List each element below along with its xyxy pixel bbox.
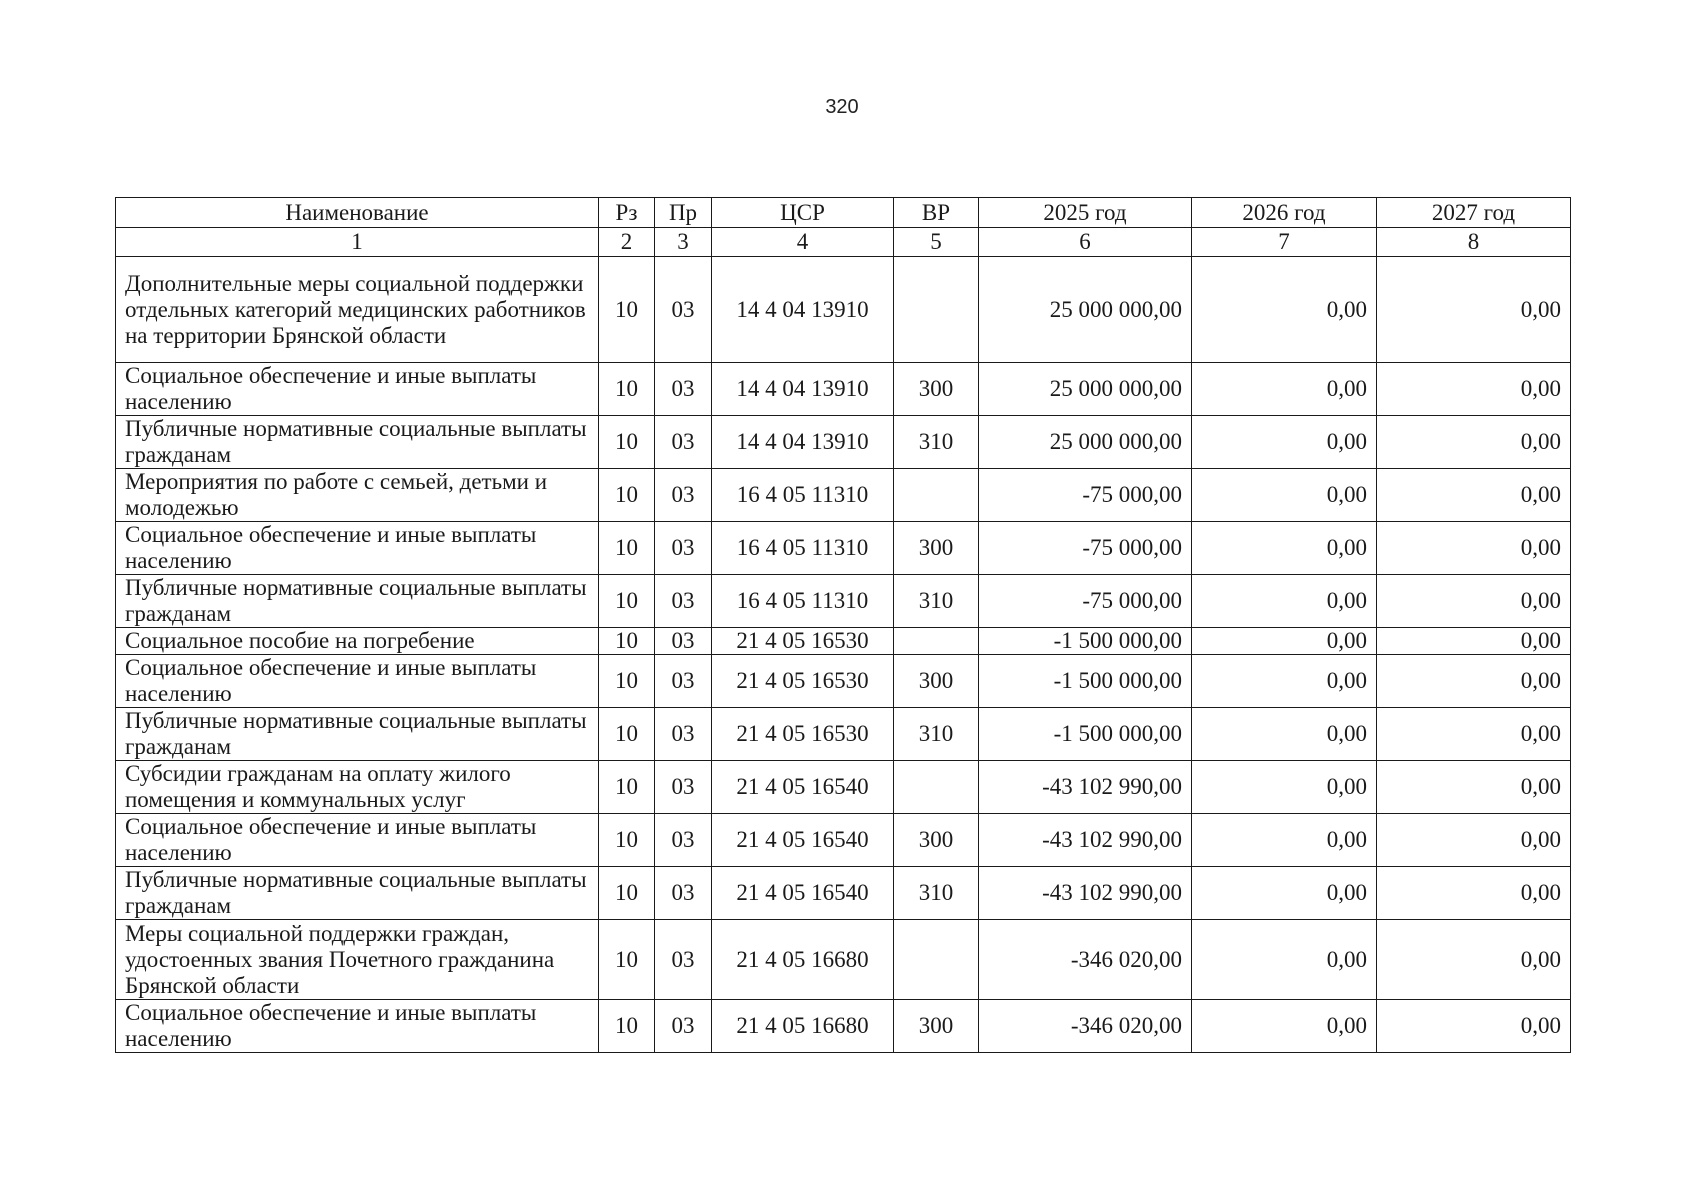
row-rz-cell: 10 <box>599 920 655 1000</box>
row-csr-cell: 16 4 05 11310 <box>712 469 894 522</box>
row-pr-cell: 03 <box>655 416 712 469</box>
row-name-cell: Публичные нормативные социальные выплаты гражданам <box>116 416 599 469</box>
header-csr: ЦСР <box>712 198 894 228</box>
row-rz-cell: 10 <box>599 469 655 522</box>
row-2025-cell: -43 102 990,00 <box>979 761 1192 814</box>
row-csr-cell: 16 4 05 11310 <box>712 522 894 575</box>
row-rz-cell: 10 <box>599 1000 655 1053</box>
row-pr-cell: 03 <box>655 761 712 814</box>
row-pr-cell: 03 <box>655 257 712 363</box>
budget-table <box>115 197 1571 1053</box>
table-row <box>116 814 1571 867</box>
row-pr-cell: 03 <box>655 469 712 522</box>
row-2026-cell: 0,00 <box>1192 920 1377 1000</box>
table-row <box>116 257 1571 363</box>
row-2025-cell: -346 020,00 <box>979 920 1192 1000</box>
table-row <box>116 469 1571 522</box>
row-pr-cell: 03 <box>655 575 712 628</box>
table-body <box>116 257 1571 1053</box>
table-row <box>116 416 1571 469</box>
row-pr-cell: 03 <box>655 1000 712 1053</box>
row-2027-cell: 0,00 <box>1377 469 1571 522</box>
header-name: Наименование <box>116 198 599 228</box>
row-vr-cell <box>894 761 979 814</box>
row-csr-cell: 16 4 05 11310 <box>712 575 894 628</box>
column-number: 1 <box>116 228 599 257</box>
row-rz-cell: 10 <box>599 575 655 628</box>
row-name-cell: Публичные нормативные социальные выплаты гражданам <box>116 867 599 920</box>
row-2027-cell: 0,00 <box>1377 416 1571 469</box>
row-2026-cell: 0,00 <box>1192 469 1377 522</box>
row-pr-cell: 03 <box>655 867 712 920</box>
row-2026-cell: 0,00 <box>1192 628 1377 655</box>
row-name-cell: Меры социальной поддержки граждан, удостоенных звания Почетного гражданина Брянской области <box>116 920 599 1000</box>
row-name-cell: Мероприятия по работе с семьей, детьми и молодежью <box>116 469 599 522</box>
row-rz-cell: 10 <box>599 363 655 416</box>
row-csr-cell: 21 4 05 16530 <box>712 655 894 708</box>
row-name-cell: Социальное обеспечение и иные выплаты населению <box>116 363 599 416</box>
row-2025-cell: 25 000 000,00 <box>979 257 1192 363</box>
page-number: 320 <box>825 96 859 118</box>
row-rz-cell: 10 <box>599 708 655 761</box>
row-rz-cell: 10 <box>599 867 655 920</box>
row-csr-cell: 21 4 05 16680 <box>712 920 894 1000</box>
row-vr-cell: 310 <box>894 575 979 628</box>
row-pr-cell: 03 <box>655 522 712 575</box>
header-2026: 2026 год <box>1192 198 1377 228</box>
row-2027-cell: 0,00 <box>1377 1000 1571 1053</box>
row-csr-cell: 21 4 05 16530 <box>712 628 894 655</box>
row-2026-cell: 0,00 <box>1192 761 1377 814</box>
row-2026-cell: 0,00 <box>1192 655 1377 708</box>
row-rz-cell: 10 <box>599 416 655 469</box>
row-name-cell: Социальное обеспечение и иные выплаты населению <box>116 814 599 867</box>
row-2027-cell: 0,00 <box>1377 867 1571 920</box>
table-header-row <box>116 198 1571 228</box>
column-number: 5 <box>894 228 979 257</box>
row-vr-cell: 310 <box>894 867 979 920</box>
row-vr-cell <box>894 257 979 363</box>
row-2025-cell: -43 102 990,00 <box>979 867 1192 920</box>
row-csr-cell: 21 4 05 16540 <box>712 761 894 814</box>
column-number: 4 <box>712 228 894 257</box>
row-vr-cell: 310 <box>894 416 979 469</box>
row-2026-cell: 0,00 <box>1192 416 1377 469</box>
row-vr-cell <box>894 469 979 522</box>
row-2026-cell: 0,00 <box>1192 1000 1377 1053</box>
row-2027-cell: 0,00 <box>1377 363 1571 416</box>
row-rz-cell: 10 <box>599 761 655 814</box>
row-csr-cell: 21 4 05 16540 <box>712 814 894 867</box>
row-name-cell: Публичные нормативные социальные выплаты гражданам <box>116 575 599 628</box>
table-row <box>116 867 1571 920</box>
row-2026-cell: 0,00 <box>1192 522 1377 575</box>
row-name-cell: Субсидии гражданам на оплату жилого помещения и коммунальных услуг <box>116 761 599 814</box>
row-2027-cell: 0,00 <box>1377 814 1571 867</box>
row-csr-cell: 14 4 04 13910 <box>712 416 894 469</box>
row-pr-cell: 03 <box>655 814 712 867</box>
row-pr-cell: 03 <box>655 920 712 1000</box>
column-number: 6 <box>979 228 1192 257</box>
row-vr-cell: 310 <box>894 708 979 761</box>
row-2027-cell: 0,00 <box>1377 522 1571 575</box>
row-2027-cell: 0,00 <box>1377 920 1571 1000</box>
row-2026-cell: 0,00 <box>1192 867 1377 920</box>
row-rz-cell: 10 <box>599 522 655 575</box>
row-pr-cell: 03 <box>655 655 712 708</box>
row-2025-cell: -346 020,00 <box>979 1000 1192 1053</box>
column-number-row <box>116 228 1571 257</box>
row-rz-cell: 10 <box>599 628 655 655</box>
row-2027-cell: 0,00 <box>1377 257 1571 363</box>
row-csr-cell: 21 4 05 16540 <box>712 867 894 920</box>
header-vr: ВР <box>894 198 979 228</box>
row-2025-cell: -1 500 000,00 <box>979 655 1192 708</box>
row-2027-cell: 0,00 <box>1377 708 1571 761</box>
row-2027-cell: 0,00 <box>1377 628 1571 655</box>
row-2025-cell: -75 000,00 <box>979 522 1192 575</box>
table-row <box>116 920 1571 1000</box>
row-csr-cell: 21 4 05 16680 <box>712 1000 894 1053</box>
row-2025-cell: -1 500 000,00 <box>979 708 1192 761</box>
header-2027: 2027 год <box>1377 198 1571 228</box>
row-2026-cell: 0,00 <box>1192 363 1377 416</box>
header-rz: Рз <box>599 198 655 228</box>
row-name-cell: Социальное обеспечение и иные выплаты населению <box>116 522 599 575</box>
column-number: 7 <box>1192 228 1377 257</box>
row-pr-cell: 03 <box>655 363 712 416</box>
row-rz-cell: 10 <box>599 814 655 867</box>
row-2025-cell: -75 000,00 <box>979 469 1192 522</box>
row-2025-cell: -43 102 990,00 <box>979 814 1192 867</box>
row-vr-cell: 300 <box>894 655 979 708</box>
row-vr-cell: 300 <box>894 522 979 575</box>
column-number: 3 <box>655 228 712 257</box>
row-2026-cell: 0,00 <box>1192 575 1377 628</box>
column-number: 2 <box>599 228 655 257</box>
row-csr-cell: 14 4 04 13910 <box>712 257 894 363</box>
row-2027-cell: 0,00 <box>1377 655 1571 708</box>
table-row <box>116 575 1571 628</box>
row-name-cell: Социальное обеспечение и иные выплаты населению <box>116 655 599 708</box>
row-vr-cell <box>894 628 979 655</box>
table-row <box>116 761 1571 814</box>
table-row <box>116 708 1571 761</box>
row-2025-cell: -1 500 000,00 <box>979 628 1192 655</box>
table-row <box>116 628 1571 655</box>
row-rz-cell: 10 <box>599 655 655 708</box>
header-2025: 2025 год <box>979 198 1192 228</box>
row-2025-cell: -75 000,00 <box>979 575 1192 628</box>
row-name-cell: Публичные нормативные социальные выплаты гражданам <box>116 708 599 761</box>
row-2027-cell: 0,00 <box>1377 761 1571 814</box>
row-pr-cell: 03 <box>655 708 712 761</box>
row-2027-cell: 0,00 <box>1377 575 1571 628</box>
row-name-cell: Социальное обеспечение и иные выплаты населению <box>116 1000 599 1053</box>
row-name-cell: Социальное пособие на погребение <box>116 628 599 655</box>
row-2026-cell: 0,00 <box>1192 708 1377 761</box>
row-2026-cell: 0,00 <box>1192 814 1377 867</box>
row-vr-cell: 300 <box>894 363 979 416</box>
column-number: 8 <box>1377 228 1571 257</box>
row-2026-cell: 0,00 <box>1192 257 1377 363</box>
row-csr-cell: 21 4 05 16530 <box>712 708 894 761</box>
table-row <box>116 1000 1571 1053</box>
header-pr: Пр <box>655 198 712 228</box>
table-row <box>116 522 1571 575</box>
row-name-cell: Дополнительные меры социальной поддержки отдельных категорий медицинских работников на территории Брянской области <box>116 257 599 363</box>
table-row <box>116 363 1571 416</box>
row-2025-cell: 25 000 000,00 <box>979 416 1192 469</box>
row-csr-cell: 14 4 04 13910 <box>712 363 894 416</box>
row-rz-cell: 10 <box>599 257 655 363</box>
row-vr-cell: 300 <box>894 814 979 867</box>
row-pr-cell: 03 <box>655 628 712 655</box>
row-2025-cell: 25 000 000,00 <box>979 363 1192 416</box>
table-row <box>116 655 1571 708</box>
row-vr-cell <box>894 920 979 1000</box>
row-vr-cell: 300 <box>894 1000 979 1053</box>
